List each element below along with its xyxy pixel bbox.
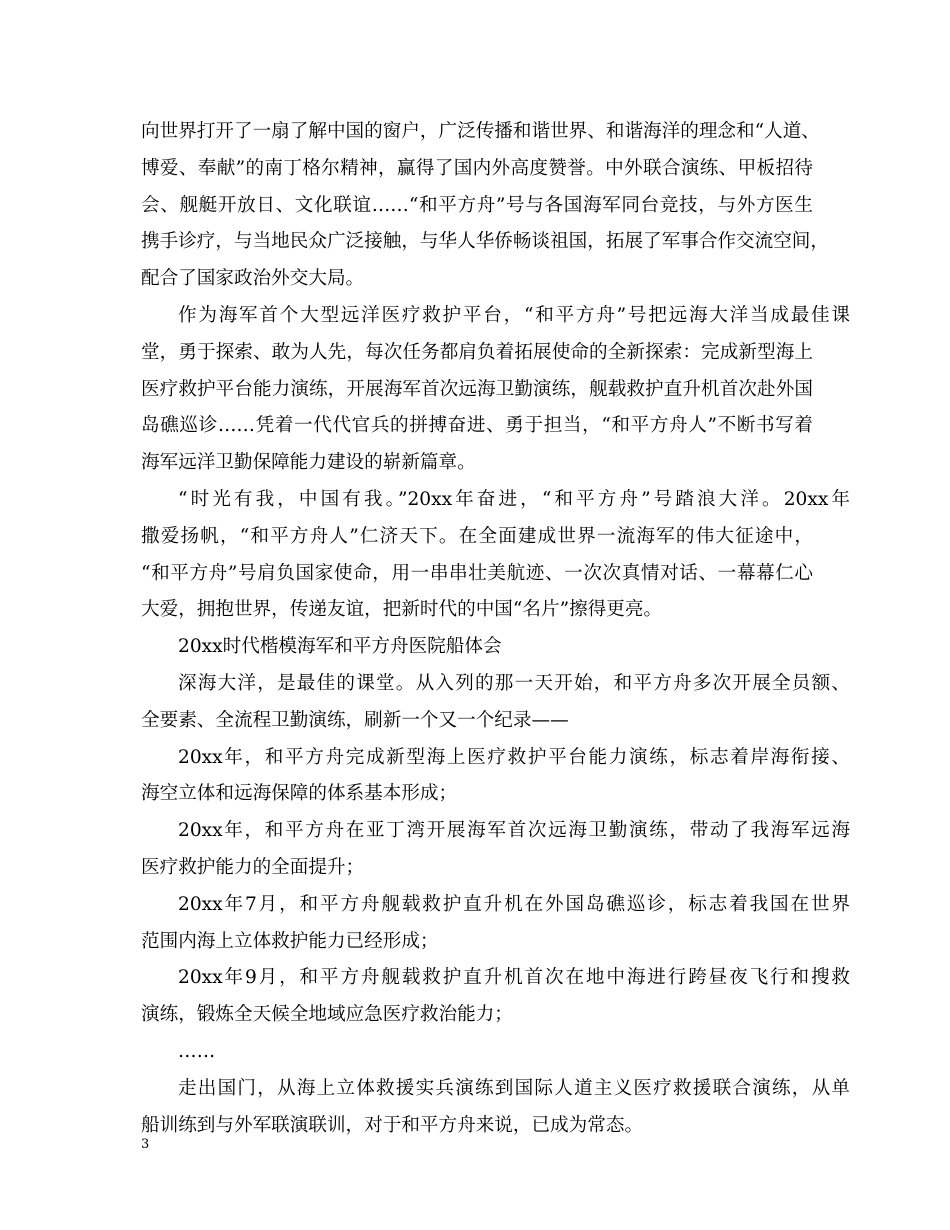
body-text (141, 114, 850, 1144)
paragraph-first-line: “时光有我，中国有我。”20xx年奋进，“和平方舟”号踏浪大洋。20xx年 (178, 488, 850, 510)
text-line: 医疗救护平台能力演练，开展海军首次远海卫勤演练，舰载救护直升机首次赴外国 (141, 378, 813, 400)
page-number: 3 (141, 1137, 150, 1152)
text-line: 向世界打开了一扇了解中国的窗户，广泛传播和谐世界、和谐海洋的理念和“人道、 (141, 121, 820, 142)
paragraph-first-line: 20xx年7月，和平方舟舰载救护直升机在外国岛礁巡诊，标志着我国在世界 (178, 893, 850, 915)
text-line: 船训练到与外军联演联训，对于和平方舟来说，已成为常态。 (141, 1114, 644, 1136)
text-line: 岛礁巡诊……凭着一代代官兵的拼搏奋进、勇于担当，“和平方舟人”不断书写着 (141, 415, 813, 437)
text-line: 配合了国家政治外交大局。 (141, 268, 365, 290)
text-line: 携手诊疗，与当地民众广泛接触，与华人华侨畅谈祖国，拓展了军事合作交流空间， (141, 231, 829, 253)
paragraph-first-line: 20xx年，和平方舟完成新型海上医疗救护平台能力演练，标志着岸海衔接、 (178, 746, 850, 768)
text-line: 演练，锻炼全天候全地域应急医疗救治能力； (141, 1004, 513, 1026)
paragraph-first-line: 作为海军首个大型远洋医疗救护平台，“和平方舟”号把远海大洋当成最佳课 (178, 304, 850, 326)
text-line: 医疗救护能力的全面提升； (141, 856, 365, 878)
text-line: “和平方舟”号肩负国家使命，用一串串壮美航迹、一次次真情对话、一幕幕仁心 (141, 562, 813, 584)
text-line: 海空立体和远海保障的体系基本形成； (141, 783, 458, 805)
text-line: 全要素、全流程卫勤演练，刷新一个又一个纪录—— (141, 709, 569, 731)
text-line: 堂，勇于探索、敢为人先，每次任务都肩负着拓展使命的全新探索：完成新型海上 (141, 341, 813, 363)
text-line: 大爱，拥抱世界，传递友谊，把新时代的中国“名片”擦得更亮。 (141, 599, 663, 621)
text-line: 博爱、奉献”的南丁格尔精神，赢得了国内外高度赞誉。中外联合演练、甲板招待 (141, 157, 813, 179)
section-heading: 20xx时代楷模海军和平方舟医院船体会 (178, 636, 502, 658)
paragraph-first-line: 20xx年9月，和平方舟舰载救护直升机首次在地中海进行跨昼夜飞行和搜救 (178, 967, 850, 989)
ellipsis-line: …… (178, 1040, 216, 1062)
paragraph-first-line: 走出国门，从海上立体救援实兵演练到国际人道主义医疗救援联合演练，从单 (178, 1077, 850, 1099)
text-line: 会、舰艇开放日、文化联谊……“和平方舟”号与各国海军同台竞技，与外方医生 (141, 194, 813, 216)
text-line: 范围内海上立体救护能力已经形成； (141, 930, 439, 952)
paragraph-first-line: 深海大洋，是最佳的课堂。从入列的那一天开始，和平方舟多次开展全员额、 (178, 672, 850, 694)
paragraph-first-line: 20xx年，和平方舟在亚丁湾开展海军首次远海卫勤演练，带动了我海军远海 (178, 820, 850, 842)
text-line: 撒爱扬帆，“和平方舟人”仁济天下。在全面建成世界一流海军的伟大征途中， (141, 525, 813, 547)
text-line: 海军远洋卫勤保障能力建设的崭新篇章。 (141, 452, 476, 474)
